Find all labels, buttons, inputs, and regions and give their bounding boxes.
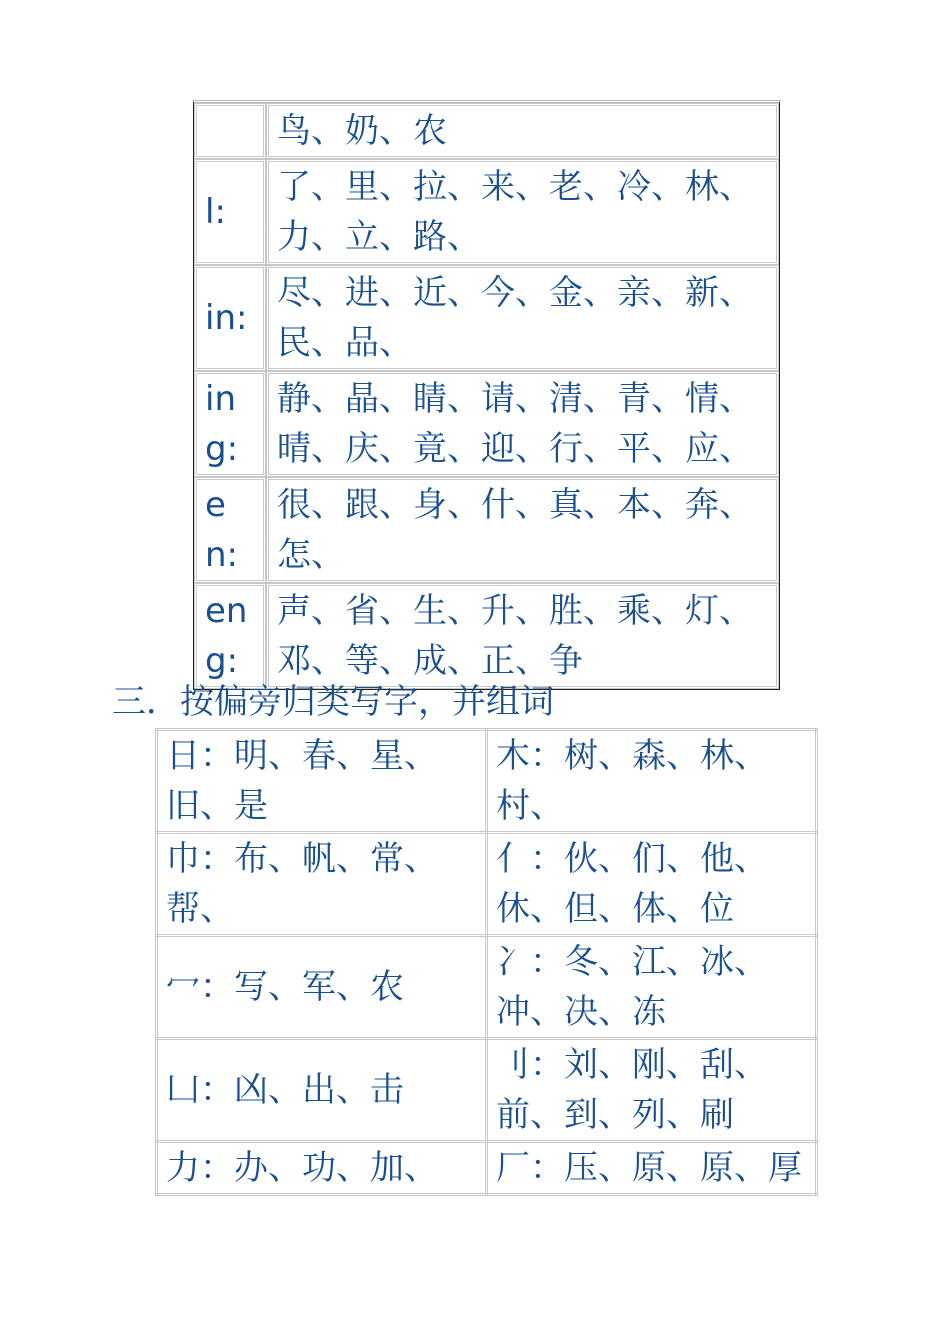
radical-cell: 力：办、功、加、 <box>157 1142 487 1195</box>
table-row <box>157 730 817 833</box>
table-row <box>194 583 779 689</box>
radical-cell: 刂：刘、刚、刮、前、到、列、刷 <box>487 1039 817 1142</box>
table-row <box>157 1039 817 1142</box>
table-row <box>157 1142 817 1195</box>
char-list: 静、晶、睛、请、清、青、情、晴、庆、竟、迎、行、平、应、 <box>266 371 779 477</box>
radical-cell: 木：树、森、林、村、 <box>487 730 817 833</box>
radical-cell: 厂：压、原、原、厚 <box>487 1142 817 1195</box>
radical-table <box>155 728 818 1196</box>
radical-cell: 凵：凶、出、击 <box>157 1039 487 1142</box>
pinyin-key: eng: <box>194 583 266 689</box>
pinyin-key: ing: <box>194 371 266 477</box>
table-row <box>157 833 817 936</box>
table-row <box>194 103 779 159</box>
char-list: 尽、进、近、今、金、亲、新、民、品、 <box>266 265 779 371</box>
char-list: 鸟、奶、农 <box>266 103 779 159</box>
char-list: 很、跟、身、什、真、本、奔、怎、 <box>266 477 779 583</box>
section-heading: 三．按偏旁归类写字，并组词 <box>112 682 554 722</box>
radical-cell: 巾：布、帆、常、帮、 <box>157 833 487 936</box>
table-row <box>194 265 779 371</box>
pinyin-key: in: <box>194 265 266 371</box>
table-row <box>194 371 779 477</box>
radical-cell: 冫：冬、江、冰、冲、决、冻 <box>487 936 817 1039</box>
char-list: 声、省、生、升、胜、乘、灯、邓、等、成、正、争 <box>266 583 779 689</box>
radical-cell: 日：明、春、星、旧、是 <box>157 730 487 833</box>
radical-cell: 冖：写、军、农 <box>157 936 487 1039</box>
pinyin-key: l: <box>194 159 266 265</box>
table-row <box>157 936 817 1039</box>
table-row <box>194 477 779 583</box>
char-list: 了、里、拉、来、老、冷、林、力、立、路、 <box>266 159 779 265</box>
table-row <box>194 159 779 265</box>
pinyin-key <box>194 103 266 159</box>
pinyin-key: en: <box>194 477 266 583</box>
radical-cell: 亻：伙、们、他、休、但、体、位 <box>487 833 817 936</box>
pinyin-table <box>193 100 780 690</box>
